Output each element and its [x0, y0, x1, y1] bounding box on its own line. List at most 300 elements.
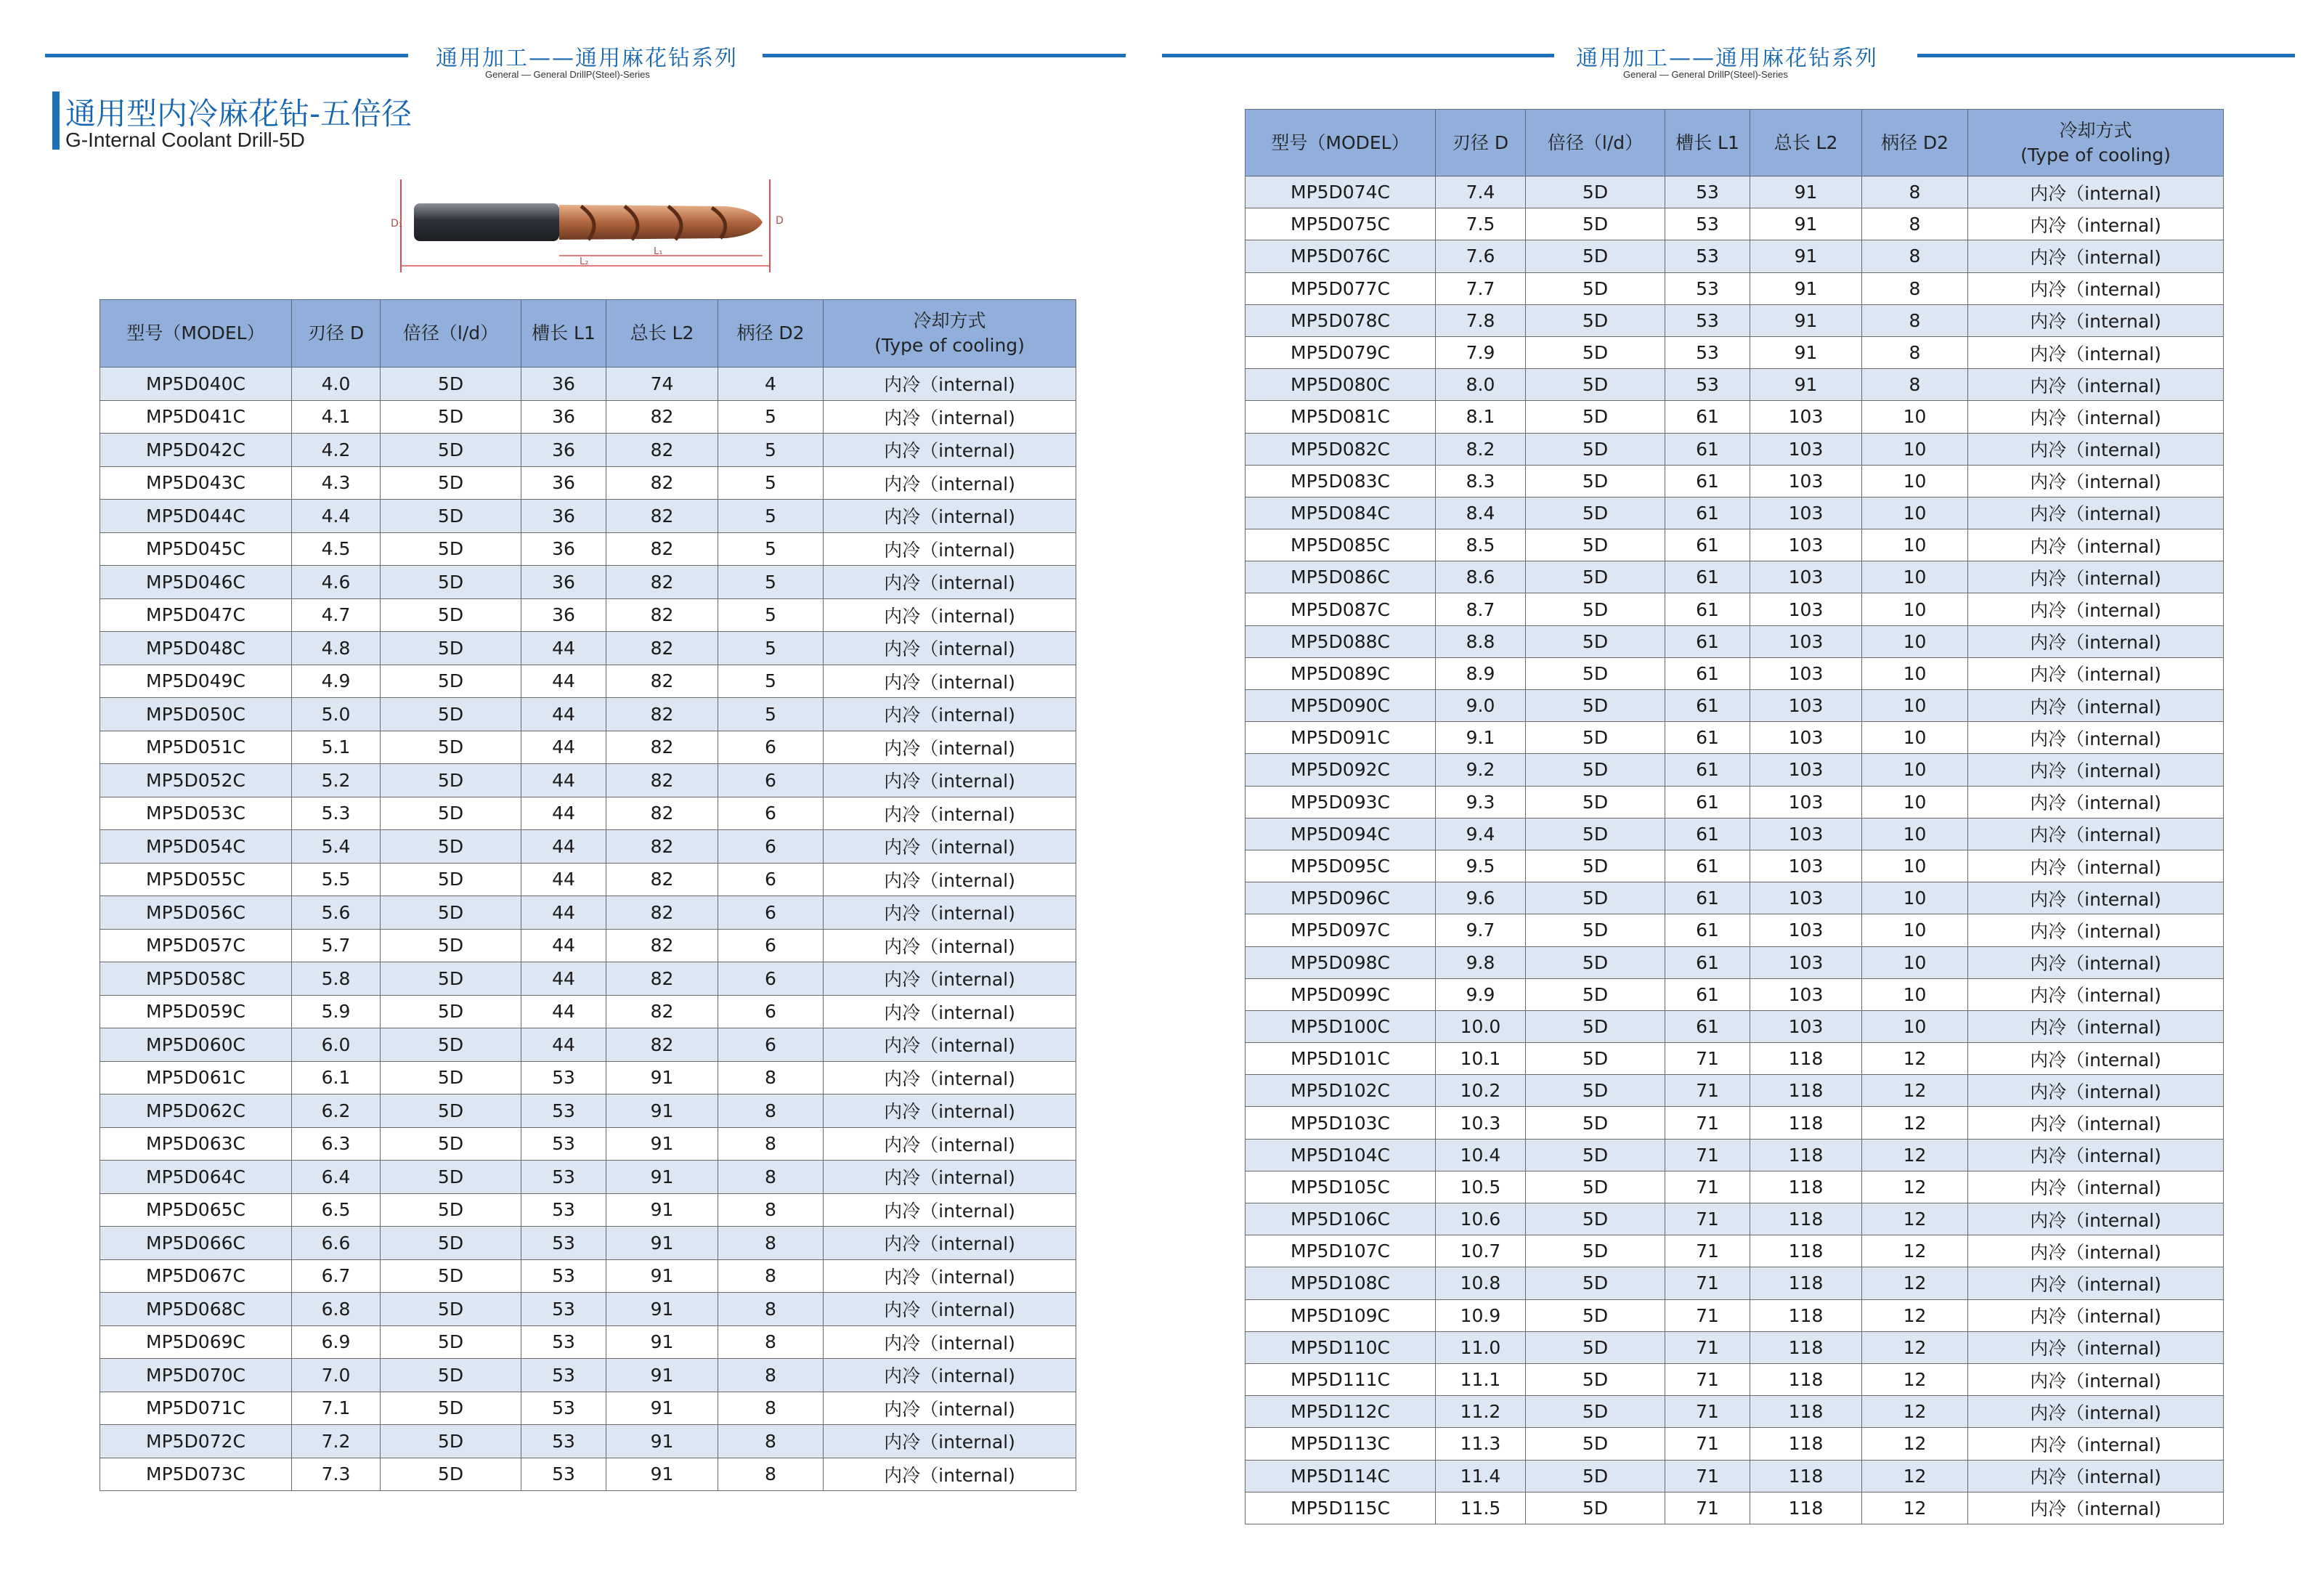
cell-total-length: 103	[1750, 818, 1862, 850]
cell-ratio: 5D	[1526, 1010, 1665, 1042]
cell-total-length: 74	[606, 367, 718, 401]
cell-shank-diameter: 5	[718, 532, 824, 566]
cell-diameter: 10.5	[1436, 1171, 1526, 1203]
cell-cooling: 内冷（internal)	[1968, 1428, 2224, 1460]
cell-cooling: 内冷（internal)	[1968, 1139, 2224, 1171]
cell-cooling: 内冷（internal)	[1968, 240, 2224, 272]
cell-model: MP5D053C	[100, 797, 292, 830]
cell-cooling: 内冷（internal)	[824, 1425, 1076, 1458]
cell-flute-length: 61	[1665, 882, 1750, 914]
cell-shank-diameter: 12	[1862, 1043, 1968, 1075]
cell-model: MP5D069C	[100, 1325, 292, 1359]
cell-flute-length: 61	[1665, 561, 1750, 593]
cell-flute-length: 61	[1665, 529, 1750, 561]
cell-flute-length: 53	[521, 1425, 606, 1458]
col-header-flute-length: 槽长 L1	[521, 300, 606, 367]
drill-shank	[414, 203, 559, 241]
cell-flute-length: 53	[521, 1061, 606, 1094]
header-title-cn: 通用加工——通用麻花钻系列	[1576, 46, 1878, 71]
cell-flute-length: 61	[1665, 657, 1750, 689]
col-header-shank-diameter: 柄径 D2	[1862, 110, 1968, 176]
cell-shank-diameter: 10	[1862, 561, 1968, 593]
table-row	[100, 1028, 1076, 1062]
cell-flute-length: 71	[1665, 1235, 1750, 1267]
cell-cooling: 内冷（internal)	[1968, 946, 2224, 978]
cell-flute-length: 53	[1665, 304, 1750, 336]
col-header-shank-diameter: 柄径 D2	[718, 300, 824, 367]
table-row	[100, 896, 1076, 930]
cell-shank-diameter: 8	[1862, 176, 1968, 208]
cell-flute-length: 53	[521, 1293, 606, 1326]
cell-model: MP5D088C	[1246, 625, 1436, 657]
cell-cooling: 内冷（internal)	[824, 1227, 1076, 1260]
cell-total-length: 118	[1750, 1107, 1862, 1139]
cell-diameter: 6.7	[292, 1259, 381, 1293]
cell-model: MP5D095C	[1246, 850, 1436, 882]
cell-shank-diameter: 8	[718, 1227, 824, 1260]
cell-shank-diameter: 6	[718, 797, 824, 830]
cell-cooling: 内冷（internal)	[1968, 850, 2224, 882]
cell-cooling: 内冷（internal)	[1968, 722, 2224, 754]
spec-table-left	[99, 299, 1076, 1491]
cell-shank-diameter: 5	[718, 434, 824, 467]
cell-ratio: 5D	[381, 598, 521, 632]
cell-cooling: 内冷（internal)	[824, 698, 1076, 731]
cell-flute-length: 71	[1665, 1363, 1750, 1395]
cell-total-length: 91	[606, 1359, 718, 1392]
cell-total-length: 82	[606, 532, 718, 566]
cell-cooling: 内冷（internal)	[824, 995, 1076, 1028]
table-row	[100, 1359, 1076, 1392]
table-row	[1246, 786, 2224, 818]
cell-shank-diameter: 12	[1862, 1363, 1968, 1395]
table-row	[1246, 657, 2224, 689]
cell-flute-length: 36	[521, 400, 606, 434]
cell-model: MP5D110C	[1246, 1331, 1436, 1363]
cell-diameter: 11.4	[1436, 1460, 1526, 1492]
cell-ratio: 5D	[381, 1259, 521, 1293]
cell-cooling: 内冷（internal)	[1968, 304, 2224, 336]
cell-shank-diameter: 5	[718, 500, 824, 533]
cell-total-length: 91	[606, 1293, 718, 1326]
cell-shank-diameter: 10	[1862, 946, 1968, 978]
cell-flute-length: 44	[521, 896, 606, 930]
cell-model: MP5D090C	[1246, 690, 1436, 722]
cell-flute-length: 61	[1665, 593, 1750, 625]
cell-shank-diameter: 8	[1862, 240, 1968, 272]
cell-diameter: 9.0	[1436, 690, 1526, 722]
cell-cooling: 内冷（internal)	[824, 1359, 1076, 1392]
cell-ratio: 5D	[1526, 304, 1665, 336]
cell-model: MP5D112C	[1246, 1396, 1436, 1428]
cell-flute-length: 61	[1665, 914, 1750, 946]
cell-flute-length: 71	[1665, 1267, 1750, 1299]
cell-ratio: 5D	[1526, 1075, 1665, 1107]
table-row	[1246, 690, 2224, 722]
cell-shank-diameter: 12	[1862, 1171, 1968, 1203]
cell-ratio: 5D	[1526, 914, 1665, 946]
cell-cooling: 内冷（internal)	[824, 863, 1076, 896]
cell-diameter: 8.3	[1436, 465, 1526, 497]
cell-ratio: 5D	[381, 1028, 521, 1062]
cell-shank-diameter: 5	[718, 698, 824, 731]
cell-shank-diameter: 8	[718, 1359, 824, 1392]
cell-shank-diameter: 5	[718, 466, 824, 500]
cell-ratio: 5D	[381, 1392, 521, 1425]
cell-ratio: 5D	[1526, 1235, 1665, 1267]
table-row	[1246, 401, 2224, 433]
table-row	[100, 466, 1076, 500]
cell-flute-length: 61	[1665, 465, 1750, 497]
table-row	[1246, 529, 2224, 561]
cell-ratio: 5D	[381, 1425, 521, 1458]
cell-ratio: 5D	[381, 863, 521, 896]
cell-ratio: 5D	[1526, 433, 1665, 465]
cell-diameter: 5.9	[292, 995, 381, 1028]
cell-total-length: 91	[606, 1325, 718, 1359]
table-header-row	[1246, 110, 2224, 176]
cell-model: MP5D098C	[1246, 946, 1436, 978]
cell-shank-diameter: 8	[1862, 304, 1968, 336]
cell-shank-diameter: 10	[1862, 818, 1968, 850]
cell-shank-diameter: 12	[1862, 1331, 1968, 1363]
cell-total-length: 82	[606, 731, 718, 764]
table-row	[100, 830, 1076, 864]
cell-cooling: 内冷（internal)	[824, 896, 1076, 930]
table-row	[1246, 593, 2224, 625]
cell-ratio: 5D	[1526, 1107, 1665, 1139]
cell-ratio: 5D	[381, 698, 521, 731]
table-row	[100, 797, 1076, 830]
table-row	[1246, 1267, 2224, 1299]
cell-cooling: 内冷（internal)	[1968, 1492, 2224, 1524]
table-row	[1246, 1043, 2224, 1075]
table-row	[100, 1061, 1076, 1094]
cell-flute-length: 53	[1665, 176, 1750, 208]
table-row	[100, 1227, 1076, 1260]
cell-flute-length: 36	[521, 500, 606, 533]
cell-total-length: 82	[606, 995, 718, 1028]
cell-ratio: 5D	[1526, 1139, 1665, 1171]
table-row	[100, 929, 1076, 962]
cell-model: MP5D076C	[1246, 240, 1436, 272]
cell-ratio: 5D	[1526, 208, 1665, 240]
cell-model: MP5D085C	[1246, 529, 1436, 561]
cell-model: MP5D055C	[100, 863, 292, 896]
cell-ratio: 5D	[1526, 1299, 1665, 1331]
cell-ratio: 5D	[1526, 497, 1665, 529]
cell-total-length: 91	[606, 1061, 718, 1094]
cell-ratio: 5D	[381, 566, 521, 599]
cell-total-length: 82	[606, 764, 718, 797]
col-header-cooling	[824, 300, 1076, 367]
cell-diameter: 7.1	[292, 1392, 381, 1425]
cell-model: MP5D061C	[100, 1061, 292, 1094]
cell-total-length: 118	[1750, 1460, 1862, 1492]
cell-flute-length: 61	[1665, 818, 1750, 850]
cell-model: MP5D083C	[1246, 465, 1436, 497]
cell-shank-diameter: 8	[718, 1259, 824, 1293]
cell-diameter: 10.3	[1436, 1107, 1526, 1139]
cell-diameter: 8.8	[1436, 625, 1526, 657]
cell-diameter: 11.0	[1436, 1331, 1526, 1363]
table-row	[100, 632, 1076, 665]
table-row	[1246, 1075, 2224, 1107]
cell-total-length: 103	[1750, 561, 1862, 593]
table-row	[100, 1425, 1076, 1458]
cell-ratio: 5D	[1526, 818, 1665, 850]
cell-diameter: 7.9	[1436, 336, 1526, 368]
cell-flute-length: 44	[521, 929, 606, 962]
cell-cooling: 内冷（internal)	[824, 400, 1076, 434]
cell-shank-diameter: 8	[718, 1161, 824, 1194]
cell-flute-length: 71	[1665, 1171, 1750, 1203]
label-d1: D₁	[391, 218, 403, 230]
cell-cooling: 内冷（internal)	[824, 1325, 1076, 1359]
table-row	[1246, 1363, 2224, 1395]
cell-model: MP5D071C	[100, 1392, 292, 1425]
cell-shank-diameter: 10	[1862, 433, 1968, 465]
cell-ratio: 5D	[381, 466, 521, 500]
table-row	[100, 764, 1076, 797]
cell-model: MP5D113C	[1246, 1428, 1436, 1460]
cell-total-length: 103	[1750, 914, 1862, 946]
cell-diameter: 5.1	[292, 731, 381, 764]
cell-flute-length: 44	[521, 995, 606, 1028]
cell-model: MP5D105C	[1246, 1171, 1436, 1203]
table-row	[100, 1392, 1076, 1425]
cell-diameter: 8.4	[1436, 497, 1526, 529]
cell-ratio: 5D	[1526, 272, 1665, 304]
cell-ratio: 5D	[1526, 176, 1665, 208]
cell-flute-length: 53	[1665, 272, 1750, 304]
cell-total-length: 103	[1750, 786, 1862, 818]
cell-shank-diameter: 10	[1862, 529, 1968, 561]
cell-flute-length: 53	[521, 1259, 606, 1293]
cell-model: MP5D080C	[1246, 369, 1436, 401]
cell-flute-length: 44	[521, 797, 606, 830]
cell-cooling: 内冷（internal)	[1968, 690, 2224, 722]
cell-cooling: 内冷（internal)	[1968, 1235, 2224, 1267]
col-header-cooling	[1968, 110, 2224, 176]
cell-diameter: 5.3	[292, 797, 381, 830]
cell-ratio: 5D	[1526, 593, 1665, 625]
table-body-left	[100, 367, 1076, 1491]
cell-shank-diameter: 5	[718, 665, 824, 698]
label-d: D	[776, 215, 784, 227]
cell-ratio: 5D	[381, 1127, 521, 1161]
cell-flute-length: 71	[1665, 1203, 1750, 1235]
cell-cooling: 内冷（internal)	[1968, 1171, 2224, 1203]
cell-model: MP5D077C	[1246, 272, 1436, 304]
cell-total-length: 118	[1750, 1139, 1862, 1171]
table-row	[1246, 722, 2224, 754]
cell-diameter: 11.3	[1436, 1428, 1526, 1460]
cell-flute-length: 53	[1665, 240, 1750, 272]
cell-diameter: 8.7	[1436, 593, 1526, 625]
cell-flute-length: 61	[1665, 690, 1750, 722]
cell-diameter: 10.8	[1436, 1267, 1526, 1299]
cell-diameter: 8.6	[1436, 561, 1526, 593]
cell-ratio: 5D	[381, 1325, 521, 1359]
cell-ratio: 5D	[1526, 978, 1665, 1010]
cell-total-length: 118	[1750, 1492, 1862, 1524]
cell-ratio: 5D	[1526, 786, 1665, 818]
cell-model: MP5D092C	[1246, 754, 1436, 786]
cell-total-length: 103	[1750, 465, 1862, 497]
table-row	[100, 400, 1076, 434]
table-row	[1246, 850, 2224, 882]
cell-diameter: 5.5	[292, 863, 381, 896]
cell-shank-diameter: 10	[1862, 657, 1968, 689]
cell-shank-diameter: 8	[718, 1061, 824, 1094]
table-row	[1246, 1203, 2224, 1235]
cell-flute-length: 71	[1665, 1075, 1750, 1107]
cell-model: MP5D072C	[100, 1425, 292, 1458]
cell-ratio: 5D	[381, 632, 521, 665]
cell-shank-diameter: 8	[718, 1127, 824, 1161]
cell-total-length: 103	[1750, 946, 1862, 978]
cell-flute-length: 44	[521, 962, 606, 996]
cell-shank-diameter: 8	[1862, 272, 1968, 304]
table-row	[100, 1094, 1076, 1128]
cooling-header-en: (Type of cooling)	[874, 335, 1025, 356]
cell-cooling: 内冷（internal)	[1968, 657, 2224, 689]
cell-flute-length: 61	[1665, 786, 1750, 818]
cell-flute-length: 36	[521, 434, 606, 467]
cell-shank-diameter: 10	[1862, 401, 1968, 433]
cell-cooling: 内冷（internal)	[1968, 1107, 2224, 1139]
table-row	[100, 1293, 1076, 1326]
cell-total-length: 103	[1750, 1010, 1862, 1042]
table-row	[1246, 272, 2224, 304]
cell-flute-length: 61	[1665, 754, 1750, 786]
cell-diameter: 4.7	[292, 598, 381, 632]
cell-cooling: 内冷（internal)	[824, 1094, 1076, 1128]
cell-model: MP5D073C	[100, 1458, 292, 1491]
cell-cooling: 内冷（internal)	[1968, 1363, 2224, 1395]
cell-total-length: 103	[1750, 593, 1862, 625]
cell-flute-length: 36	[521, 566, 606, 599]
label-l1: L₁	[654, 246, 663, 257]
cell-total-length: 103	[1750, 690, 1862, 722]
table-row	[1246, 1010, 2224, 1042]
cell-cooling: 内冷（internal)	[1968, 1299, 2224, 1331]
cell-model: MP5D062C	[100, 1094, 292, 1128]
cell-shank-diameter: 6	[718, 929, 824, 962]
cell-shank-diameter: 5	[718, 566, 824, 599]
cell-ratio: 5D	[381, 1061, 521, 1094]
table-row	[100, 1161, 1076, 1194]
cell-shank-diameter: 10	[1862, 850, 1968, 882]
table-row	[100, 566, 1076, 599]
table-row	[100, 1458, 1076, 1491]
cell-model: MP5D091C	[1246, 722, 1436, 754]
cell-ratio: 5D	[381, 1359, 521, 1392]
cell-ratio: 5D	[1526, 529, 1665, 561]
cell-total-length: 103	[1750, 722, 1862, 754]
cell-shank-diameter: 4	[718, 367, 824, 401]
cell-shank-diameter: 10	[1862, 786, 1968, 818]
table-header-row	[100, 300, 1076, 367]
cell-diameter: 8.0	[1436, 369, 1526, 401]
table-row	[1246, 1171, 2224, 1203]
cell-shank-diameter: 12	[1862, 1492, 1968, 1524]
cell-total-length: 91	[606, 1392, 718, 1425]
col-header-total-length: 总长 L2	[606, 300, 718, 367]
table-row	[100, 698, 1076, 731]
cell-ratio: 5D	[1526, 1396, 1665, 1428]
col-header-ratio: 倍径（l/d）	[381, 300, 521, 367]
table-row	[1246, 1139, 2224, 1171]
cooling-header-cn: 冷却方式	[913, 310, 986, 332]
table-row	[1246, 1299, 2224, 1331]
cell-total-length: 82	[606, 962, 718, 996]
cell-shank-diameter: 12	[1862, 1203, 1968, 1235]
cell-ratio: 5D	[1526, 722, 1665, 754]
cell-total-length: 91	[606, 1127, 718, 1161]
right-page	[1162, 0, 2324, 1592]
table-row	[1246, 497, 2224, 529]
cell-flute-length: 53	[521, 1094, 606, 1128]
cell-model: MP5D070C	[100, 1359, 292, 1392]
cell-diameter: 4.6	[292, 566, 381, 599]
header-line-right	[763, 54, 1126, 57]
cell-flute-length: 36	[521, 532, 606, 566]
cell-shank-diameter: 8	[718, 1392, 824, 1425]
cell-flute-length: 61	[1665, 722, 1750, 754]
cell-cooling: 内冷（internal)	[1968, 208, 2224, 240]
col-header-ratio: 倍径（l/d）	[1526, 110, 1665, 176]
table-row	[100, 1127, 1076, 1161]
cell-flute-length: 71	[1665, 1043, 1750, 1075]
cell-ratio: 5D	[381, 532, 521, 566]
cell-cooling: 内冷（internal)	[1968, 593, 2224, 625]
cell-total-length: 91	[606, 1193, 718, 1227]
cell-total-length: 118	[1750, 1428, 1862, 1460]
cell-shank-diameter: 12	[1862, 1299, 1968, 1331]
cell-shank-diameter: 12	[1862, 1428, 1968, 1460]
table-row	[1246, 754, 2224, 786]
cell-diameter: 11.1	[1436, 1363, 1526, 1395]
cell-flute-length: 61	[1665, 401, 1750, 433]
cell-ratio: 5D	[1526, 1363, 1665, 1395]
cell-shank-diameter: 12	[1862, 1267, 1968, 1299]
table-row	[1246, 1428, 2224, 1460]
cell-ratio: 5D	[1526, 1203, 1665, 1235]
cell-cooling: 内冷（internal)	[824, 1127, 1076, 1161]
cell-cooling: 内冷（internal)	[824, 598, 1076, 632]
section-title-cn: 通用型内冷麻花钻-五倍径	[65, 96, 413, 131]
cell-shank-diameter: 6	[718, 863, 824, 896]
cell-shank-diameter: 6	[718, 764, 824, 797]
cell-model: MP5D066C	[100, 1227, 292, 1260]
section-accent-bar	[52, 92, 60, 150]
cell-ratio: 5D	[1526, 754, 1665, 786]
cell-total-length: 118	[1750, 1203, 1862, 1235]
cell-cooling: 内冷（internal)	[1968, 369, 2224, 401]
cell-total-length: 91	[1750, 176, 1862, 208]
cell-model: MP5D063C	[100, 1127, 292, 1161]
cell-diameter: 6.4	[292, 1161, 381, 1194]
cell-cooling: 内冷（internal)	[824, 367, 1076, 401]
cell-ratio: 5D	[381, 500, 521, 533]
cell-total-length: 118	[1750, 1235, 1862, 1267]
cell-model: MP5D086C	[1246, 561, 1436, 593]
cell-flute-length: 71	[1665, 1107, 1750, 1139]
cell-flute-length: 53	[521, 1359, 606, 1392]
cell-diameter: 4.8	[292, 632, 381, 665]
